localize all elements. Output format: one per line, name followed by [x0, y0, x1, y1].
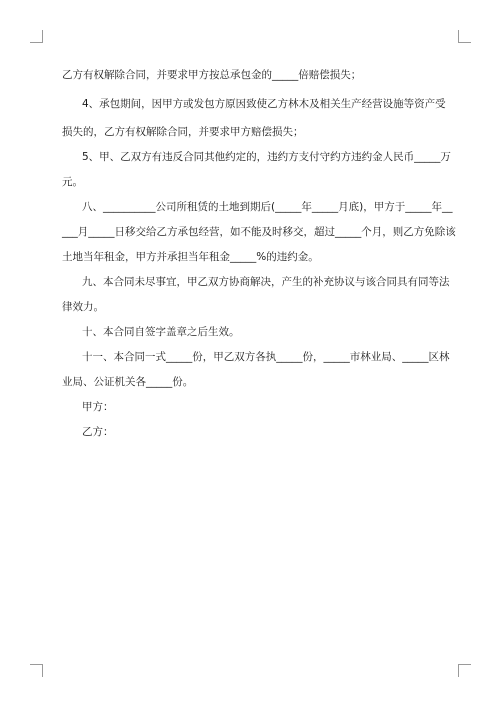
clause-5-line-1: 5、甲、乙双方有违反合同其他约定的，违约方支付守约方违约金人民币_____万 [82, 151, 451, 163]
section-9-line-2: 律效力。 [62, 301, 104, 313]
clause-4-line-1: 4、承包期间，因甲方或发包方原因致使乙方林木及相关生产经营设施等资产受 [82, 98, 446, 110]
section-11-line-2: 业局、公证机关各_____份。 [62, 376, 194, 388]
section-8-line-2: ___月_____日移交给乙方承包经营，如不能及时移交，超过_____个月，则乙方免除该 [62, 226, 456, 238]
section-11-line-1: 十一、本合同一式_____份，甲乙双方各执_____份，_____市林业局、_____区林 [82, 351, 450, 363]
section-10-line-1: 十、本合同自签字盖章之后生效。 [82, 326, 240, 338]
party-b-signature-line: 乙方： [82, 426, 114, 438]
clause-5-line-2: 元。 [62, 176, 83, 188]
party-a-signature-line: 甲方： [82, 401, 114, 413]
clause-3-continuation-line-1: 乙方有权解除合同，并要求甲方按总承包金的_____倍赔偿损失； [62, 69, 362, 81]
clause-4-line-2: 损失的，乙方有权解除合同，并要求甲方赔偿损失； [62, 126, 304, 138]
section-8-line-1: 八、__________公司所租赁的土地到期后(_____年_____月底)，甲方于_____年__ [82, 201, 453, 213]
section-9-line-1: 九、本合同未尽事宜，甲乙双方协商解决，产生的补充协议与该合同具有同等法 [82, 276, 450, 288]
section-8-line-3: 土地当年租金，甲方并承担当年租金_____%的违约金。 [62, 251, 319, 263]
